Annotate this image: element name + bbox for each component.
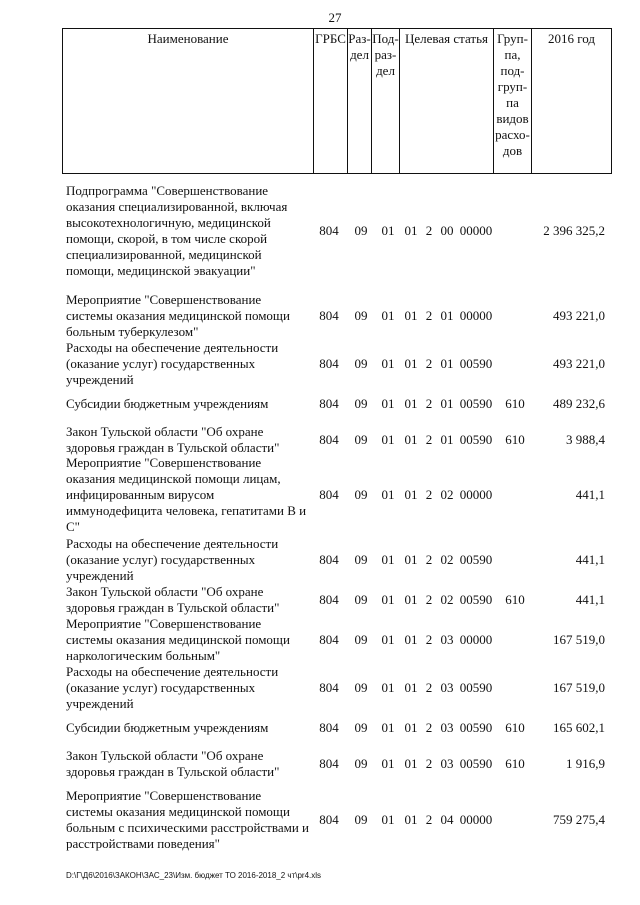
- row-grbs: 804: [319, 356, 339, 371]
- header-vid-line: Груп-: [497, 31, 528, 46]
- row-razdel: 09: [354, 487, 368, 502]
- row-t3: 03: [440, 632, 454, 647]
- row-t2: 2: [425, 487, 433, 502]
- row-t3: 01: [440, 356, 454, 371]
- row-name: [66, 720, 310, 736]
- row-t4: 00590: [459, 356, 493, 371]
- header-year: 2016 год: [531, 29, 611, 173]
- row-name-line: учреждений: [66, 568, 134, 583]
- row-amount: 2 396 325,2: [543, 223, 605, 238]
- row-razdel: 09: [354, 812, 368, 827]
- row-name: [66, 292, 310, 340]
- row-grbs: 804: [319, 680, 339, 695]
- row-name-line: Закон Тульской области "Об охране: [66, 584, 264, 599]
- row-razdel: 09: [354, 756, 368, 771]
- table-row: [0, 584, 640, 616]
- table-row: [0, 396, 640, 412]
- header-vid-line: дов: [502, 143, 523, 158]
- row-vid: 610: [505, 720, 525, 735]
- row-name-line: Мероприятие "Совершенствование: [66, 292, 262, 307]
- row-amount: 167 519,0: [553, 632, 605, 647]
- row-t1: 01: [404, 812, 418, 827]
- row-t4: 00000: [459, 487, 493, 502]
- row-grbs: 804: [319, 632, 339, 647]
- file-path-footer: D:\Г\Д6\2016\ЗАКОН\ЗАС_23\Изм. бюджет ТО 2016-2018_2 чт\pr4.xls: [66, 871, 322, 880]
- row-t4: 00000: [459, 632, 493, 647]
- row-t2: 2: [425, 756, 433, 771]
- row-vid: 610: [505, 396, 525, 411]
- row-name-line: учреждений: [66, 696, 134, 711]
- row-podrazdel: 01: [381, 632, 395, 647]
- row-t1: 01: [404, 223, 418, 238]
- row-grbs: 804: [319, 487, 339, 502]
- row-t2: 2: [425, 223, 433, 238]
- row-name-line: оказания специализированной, включая: [66, 199, 288, 214]
- row-name-line: наркологическим больным": [66, 648, 221, 663]
- row-razdel: 09: [354, 308, 368, 323]
- row-t3: 01: [440, 308, 454, 323]
- row-amount: 3 988,4: [566, 432, 605, 447]
- row-podrazdel: 01: [381, 680, 395, 695]
- row-name-line: Закон Тульской области "Об охране: [66, 748, 264, 763]
- table-row: [0, 616, 640, 664]
- row-podrazdel: 01: [381, 223, 395, 238]
- table-row: [0, 424, 640, 456]
- row-t4: 00590: [459, 756, 493, 771]
- row-t1: 01: [404, 592, 418, 607]
- row-razdel: 09: [354, 680, 368, 695]
- row-name-line: высокотехнологичную, медицинской: [66, 215, 271, 230]
- row-razdel: 09: [354, 223, 368, 238]
- row-podrazdel: 01: [381, 720, 395, 735]
- header-podrazdel: [371, 29, 399, 173]
- row-name-line: системы оказания медицинской помощи: [66, 308, 290, 323]
- row-grbs: 804: [319, 756, 339, 771]
- row-t3: 04: [440, 812, 454, 827]
- row-t1: 01: [404, 680, 418, 695]
- row-name-line: системы оказания медицинской помощи: [66, 804, 290, 819]
- table-header: [62, 28, 612, 174]
- row-podrazdel: 01: [381, 308, 395, 323]
- row-amount: 493 221,0: [553, 356, 605, 371]
- row-razdel: 09: [354, 632, 368, 647]
- table-row: [0, 664, 640, 712]
- row-t4: 00590: [459, 552, 493, 567]
- row-razdel: 09: [354, 396, 368, 411]
- row-amount: 493 221,0: [553, 308, 605, 323]
- row-t1: 01: [404, 356, 418, 371]
- header-vid-line: груп-: [497, 79, 528, 94]
- row-t4: 00590: [459, 432, 493, 447]
- row-t2: 2: [425, 356, 433, 371]
- row-name-line: помощи, медицинской эвакуации": [66, 263, 256, 278]
- header-razdel: [347, 29, 371, 173]
- row-name-line: помощи, скорой, в том числе скорой: [66, 231, 268, 246]
- header-vid-line: под-: [500, 63, 525, 78]
- row-name: [66, 748, 310, 780]
- row-t4: 00590: [459, 592, 493, 607]
- row-t3: 02: [440, 552, 454, 567]
- row-podrazdel: 01: [381, 432, 395, 447]
- table-row: [0, 536, 640, 584]
- row-t1: 01: [404, 756, 418, 771]
- row-t3: 01: [440, 396, 454, 411]
- row-t1: 01: [404, 632, 418, 647]
- row-t2: 2: [425, 308, 433, 323]
- row-t2: 2: [425, 632, 433, 647]
- header-vid-line: па: [506, 95, 519, 110]
- row-t4: 00000: [459, 812, 493, 827]
- row-name-line: здоровья граждан в Тульской области": [66, 764, 280, 779]
- row-grbs: 804: [319, 432, 339, 447]
- header-name: Наименование: [147, 31, 229, 46]
- row-t3: 03: [440, 720, 454, 735]
- row-t2: 2: [425, 812, 433, 827]
- row-name-line: больным туберкулезом": [66, 324, 199, 339]
- row-name-line: (оказание услуг) государственных: [66, 356, 256, 371]
- header-vid-line: видов: [496, 111, 529, 126]
- row-grbs: 804: [319, 223, 339, 238]
- row-amount: 441,1: [575, 552, 605, 567]
- header-podrazdel-line: раз-: [374, 47, 397, 62]
- header-vid-line: расхо-: [495, 127, 530, 142]
- row-name: [66, 584, 310, 616]
- row-name: [66, 183, 310, 279]
- row-podrazdel: 01: [381, 487, 395, 502]
- row-name: [66, 536, 310, 584]
- table-row: [0, 748, 640, 780]
- row-grbs: 804: [319, 308, 339, 323]
- row-name-line: (оказание услуг) государственных: [66, 680, 256, 695]
- row-name-line: Расходы на обеспечение деятельности: [66, 664, 279, 679]
- row-name: [66, 455, 310, 535]
- row-t2: 2: [425, 432, 433, 447]
- table-row: [0, 340, 640, 388]
- row-t3: 02: [440, 592, 454, 607]
- table-row: [0, 292, 640, 340]
- row-t1: 01: [404, 432, 418, 447]
- row-t3: 00: [440, 223, 454, 238]
- header-podrazdel-line: дел: [376, 63, 395, 78]
- row-name-line: Расходы на обеспечение деятельности: [66, 340, 279, 355]
- row-t3: 02: [440, 487, 454, 502]
- row-t1: 01: [404, 487, 418, 502]
- row-t2: 2: [425, 680, 433, 695]
- row-name-line: инфицированным вирусом: [66, 487, 215, 502]
- row-podrazdel: 01: [381, 396, 395, 411]
- table-row: [0, 183, 640, 279]
- header-razdel-line: дел: [350, 47, 369, 62]
- row-grbs: 804: [319, 592, 339, 607]
- row-name-line: Мероприятие "Совершенствование: [66, 788, 262, 803]
- table-row: [0, 455, 640, 535]
- row-name-line: здоровья граждан в Тульской области": [66, 440, 280, 455]
- row-name-line: системы оказания медицинской помощи: [66, 632, 290, 647]
- row-grbs: 804: [319, 720, 339, 735]
- row-t3: 03: [440, 680, 454, 695]
- row-vid: 610: [505, 592, 525, 607]
- row-name-line: расстройствами поведения": [66, 836, 220, 851]
- row-razdel: 09: [354, 592, 368, 607]
- page-number: 27: [328, 10, 342, 25]
- row-podrazdel: 01: [381, 356, 395, 371]
- row-name-line: специализированной, медицинской: [66, 247, 262, 262]
- row-t1: 01: [404, 308, 418, 323]
- header-vid: [493, 29, 531, 173]
- row-grbs: 804: [319, 812, 339, 827]
- header-podrazdel-line: Под-: [372, 31, 399, 46]
- row-name-line: Расходы на обеспечение деятельности: [66, 536, 279, 551]
- row-t4: 00000: [459, 223, 493, 238]
- row-vid: 610: [505, 432, 525, 447]
- row-name-line: оказания медицинской помощи лицам,: [66, 471, 281, 486]
- row-t1: 01: [404, 552, 418, 567]
- row-name-line: здоровья граждан в Тульской области": [66, 600, 280, 615]
- row-name-line: Подпрограмма "Совершенствование: [66, 183, 269, 198]
- row-name-line: учреждений: [66, 372, 134, 387]
- row-amount: 167 519,0: [553, 680, 605, 695]
- row-t1: 01: [404, 396, 418, 411]
- row-podrazdel: 01: [381, 552, 395, 567]
- row-grbs: 804: [319, 396, 339, 411]
- row-podrazdel: 01: [381, 592, 395, 607]
- header-razdel-line: Раз-: [348, 31, 371, 46]
- row-amount: 759 275,4: [553, 812, 605, 827]
- row-podrazdel: 01: [381, 812, 395, 827]
- row-vid: 610: [505, 756, 525, 771]
- row-name-line: Мероприятие "Совершенствование: [66, 455, 262, 470]
- header-vid-line: па,: [504, 47, 521, 62]
- row-name: [66, 396, 310, 412]
- header-target: Целевая статья: [399, 29, 493, 173]
- row-t2: 2: [425, 592, 433, 607]
- row-t4: 00590: [459, 680, 493, 695]
- row-amount: 441,1: [575, 592, 605, 607]
- row-amount: 165 602,1: [553, 720, 605, 735]
- table-row: [0, 720, 640, 736]
- row-name: [66, 788, 310, 852]
- row-name-line: Субсидии бюджетным учреждениям: [66, 720, 269, 735]
- row-t1: 01: [404, 720, 418, 735]
- row-amount: 1 916,9: [566, 756, 605, 771]
- row-name-line: Субсидии бюджетным учреждениям: [66, 396, 269, 411]
- table-row: [0, 788, 640, 852]
- row-t3: 03: [440, 756, 454, 771]
- row-grbs: 804: [319, 552, 339, 567]
- row-razdel: 09: [354, 432, 368, 447]
- row-podrazdel: 01: [381, 756, 395, 771]
- row-razdel: 09: [354, 720, 368, 735]
- row-razdel: 09: [354, 356, 368, 371]
- row-t3: 01: [440, 432, 454, 447]
- row-name-line: больным с психическими расстройствами и: [66, 820, 309, 835]
- row-t2: 2: [425, 396, 433, 411]
- row-t2: 2: [425, 720, 433, 735]
- row-amount: 489 232,6: [553, 396, 605, 411]
- row-razdel: 09: [354, 552, 368, 567]
- row-t4: 00590: [459, 396, 493, 411]
- row-name: [66, 616, 310, 664]
- row-name-line: Закон Тульской области "Об охране: [66, 424, 264, 439]
- row-name: [66, 340, 310, 388]
- row-name-line: (оказание услуг) государственных: [66, 552, 256, 567]
- row-t2: 2: [425, 552, 433, 567]
- row-t4: 00590: [459, 720, 493, 735]
- row-name: [66, 424, 310, 456]
- row-name-line: С": [66, 519, 80, 534]
- row-name: [66, 664, 310, 712]
- header-grbs: ГРБС: [313, 29, 347, 173]
- row-t4: 00000: [459, 308, 493, 323]
- row-name-line: иммунодефицита человека, гепатитами В и: [66, 503, 307, 518]
- row-amount: 441,1: [575, 487, 605, 502]
- row-name-line: Мероприятие "Совершенствование: [66, 616, 262, 631]
